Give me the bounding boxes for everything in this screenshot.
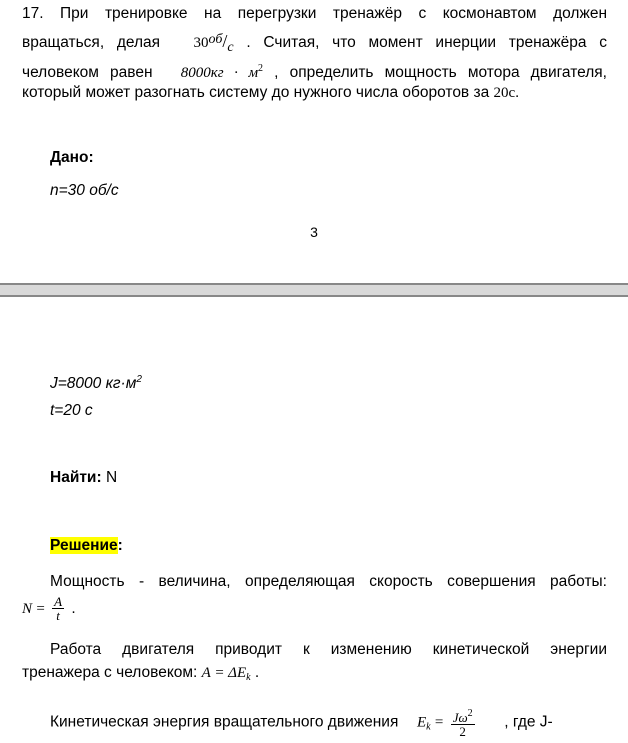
problem-line-1 bbox=[22, 4, 607, 24]
solution-p1-line2: N = $\frac{A}{t}$ . bbox=[22, 594, 76, 624]
problem-text: , определить мощность мотора двигателя, bbox=[274, 64, 607, 81]
problem-text: . Считая, что момент инерции тренажёра с bbox=[246, 34, 608, 51]
page-separator bbox=[0, 283, 628, 297]
solution-p2-line2: тренажера с человеком: $A = \Delta E_k$ . bbox=[22, 664, 260, 683]
problem-text: человеком равен bbox=[22, 64, 153, 81]
given-title: Дано: bbox=[50, 149, 94, 166]
solution-p3-line1: Кинетическая энергия вращательного движения $E_k$ = $\frac{J\omega^2}{2}$ , где J- bbox=[50, 708, 553, 739]
problem-line-2: вращаться, делая 30об/с . Считая, что момент инерции тренажёра с bbox=[22, 31, 608, 55]
inertia-value: 8000кг · м bbox=[180, 65, 259, 81]
problem-text: 17. При тренировке на перегрузки тренажёр с космонавтом должен bbox=[22, 5, 607, 22]
rate-unit-bottom: с bbox=[227, 40, 234, 55]
page-top bbox=[0, 0, 628, 283]
solution-p2-line1: Работа двигателя приводит к изменению кинетической энергии bbox=[50, 641, 607, 658]
find-line bbox=[50, 468, 628, 488]
problem-line-4: который может разогнать систему до нужного числа оборотов за 20с. bbox=[22, 84, 519, 101]
page-number: 3 bbox=[310, 224, 318, 240]
problem-line-3 bbox=[22, 59, 607, 79]
power-formula-fraction: $\frac{A}{t}$ bbox=[54, 594, 63, 624]
given-t: t=20 с bbox=[50, 402, 93, 419]
time-value: 20с bbox=[493, 85, 516, 101]
given-J: J=8000 $кг\cdot м^2$ bbox=[50, 374, 142, 392]
problem-text: который может разогнать систему до нужного числа оборотов за bbox=[22, 84, 490, 101]
given-n: n=30 об/с bbox=[50, 182, 119, 199]
solution-heading: Решение bbox=[50, 537, 118, 554]
work-formula: A = ΔE bbox=[201, 665, 247, 681]
rate-number: 30 bbox=[193, 35, 209, 51]
problem-text: вращаться, делая bbox=[22, 34, 161, 51]
rate-unit-top: об bbox=[208, 32, 223, 47]
inertia-exponent: 2 bbox=[258, 63, 264, 74]
solution-p1-line1: Мощность - величина, определяющая скорость совершения работы: bbox=[50, 573, 607, 590]
kinetic-energy-fraction: $\frac{J\omega^2}{2}$ bbox=[452, 708, 473, 739]
find-label: Найти: bbox=[50, 469, 102, 486]
solution-title: Решение: bbox=[50, 537, 123, 554]
page-bottom bbox=[0, 297, 628, 743]
find-value: N bbox=[105, 469, 118, 486]
